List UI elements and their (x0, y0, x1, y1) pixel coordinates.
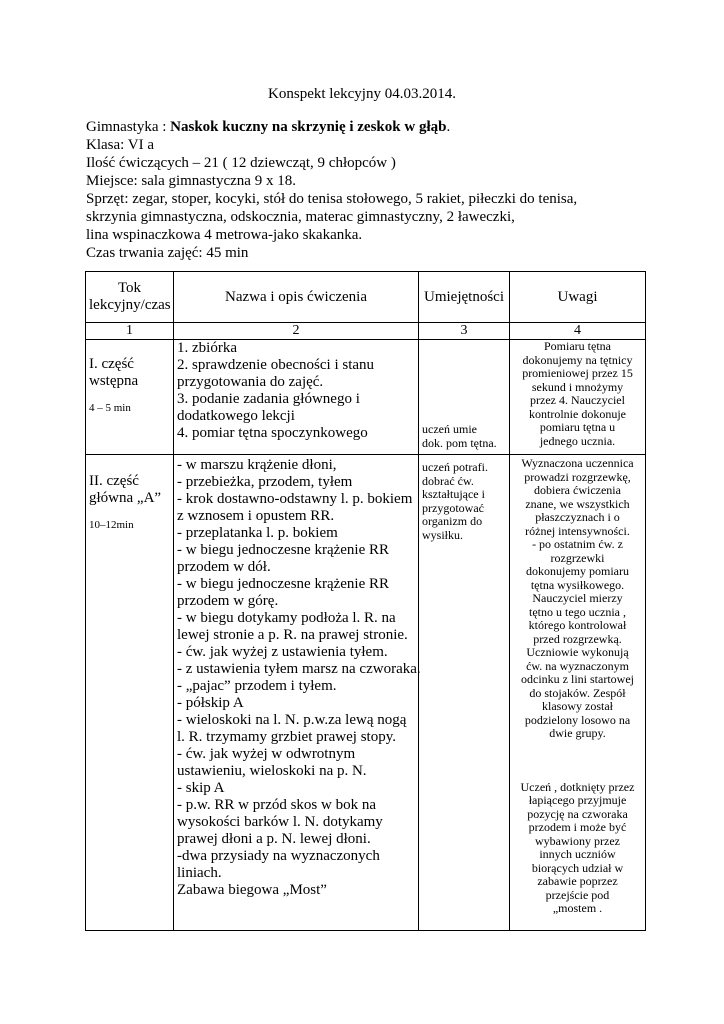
column-number: 4 (510, 323, 646, 340)
lesson-table (85, 271, 646, 931)
note-line: przodem i może być (528, 820, 627, 834)
exercise-line: Zabawa biegowa „Most” (177, 882, 327, 898)
exercise-line: wysokości barków l. N. dotykamy (177, 814, 383, 830)
exercise-line: - w biegu jednoczesne krążenie RR (177, 576, 389, 592)
part2-skills-cell (419, 455, 510, 931)
skill-line: dok. pom tętna. (422, 435, 497, 450)
table-row-part2 (86, 455, 646, 931)
subject-topic: Naskok kuczny na skrzynię i zeskok w głąb (170, 119, 447, 135)
note-line: ćw. na wyznaczonym (526, 658, 629, 673)
note-line: płaszczyznach i o (535, 510, 620, 524)
subject-suffix: . (446, 119, 451, 135)
table-header-row (86, 272, 646, 323)
note-line: rozgrzewki (550, 550, 605, 565)
note-line: pomiaru tętna u (539, 420, 616, 434)
subject-prefix: Gimnastyka : (86, 119, 171, 135)
note-line: Pomiaru tętna (544, 339, 611, 353)
exercise-line: 4. pomiar tętna spoczynkowego (177, 425, 368, 441)
part1-skills (422, 423, 506, 450)
header-notes: Uwagi (510, 272, 646, 323)
part2-notes-b (513, 781, 642, 916)
lesson-header (86, 118, 577, 262)
note-line: łapiącego przyjmuje (528, 793, 627, 807)
skill-line: uczeń potrafi. (422, 460, 488, 474)
part1-notes (513, 340, 642, 448)
part2-exercise-cell (174, 455, 419, 931)
part1-stage-cell (86, 340, 174, 455)
exercise-line: - p.w. RR w przód skos w bok na (177, 797, 377, 813)
column-number: 2 (174, 323, 419, 340)
note-line: tętna wysiłkowego. (530, 577, 625, 592)
subject-line (86, 118, 577, 136)
note-line: prowadzi rozgrzewkę, (524, 469, 631, 484)
class-line: Klasa: VI a (86, 137, 155, 153)
note-line: biorących udział w (531, 860, 624, 875)
exercise-line: przodem w dół. (177, 559, 271, 575)
note-line: „mostem . (552, 901, 603, 915)
exercise-line: 1. zbiórka (177, 340, 237, 356)
note-line: Wyznaczona uczennica (521, 456, 634, 470)
part2-skills (422, 461, 506, 542)
exercise-line: - wieloskoki na l. N. p.w.za lewą nogą (177, 712, 407, 728)
exercise-line: - półskip A (177, 695, 244, 711)
note-line: wybawiony przez (535, 833, 620, 848)
note-line: przez 4. Nauczyciel (530, 393, 625, 407)
exercise-line: dodatkowego lekcji (177, 408, 295, 424)
part2-notes-a (513, 457, 642, 741)
exercise-line: 3. podanie zadania głównego i (177, 391, 360, 407)
skill-line: uczeń umie (422, 422, 477, 436)
exercise-line: 2. sprawdzenie obecności i stanu (177, 357, 375, 373)
exercise-line: przygotowania do zajęć. (177, 374, 324, 390)
note-line: dobiera ćwiczenia (534, 483, 621, 497)
note-line: jednego ucznia. (539, 433, 616, 448)
exercise-line: przodem w górę. (177, 593, 279, 609)
exercise-line: z wznosem i opustem RR. (177, 508, 335, 524)
table-row-part1 (86, 340, 646, 455)
note-line: znane, we wszystkich (525, 496, 630, 511)
part1-name (89, 356, 170, 390)
exercise-line: - „pajac” przodem i tyłem. (177, 678, 337, 694)
skill-line: wysiłku. (422, 527, 464, 542)
equipment-line: lina wspinaczkowa 4 metrowa-jako skakanka. (86, 227, 363, 243)
skill-line: kształtujące i (422, 487, 485, 501)
column-number: 1 (86, 323, 174, 340)
exercise-line: ustawieniu, wieloskoki na p. N. (177, 763, 367, 779)
exercise-line: - w marszu krążenie dłoni, (177, 457, 337, 473)
note-line: pozycję na czworaka (527, 806, 628, 821)
part1-notes-cell (510, 340, 646, 455)
exercise-line: - w biegu dotykamy podłoża l. R. na (177, 610, 396, 626)
note-line: Uczniowie wykonują (526, 645, 629, 659)
part2-notes-cell (510, 455, 646, 931)
note-line: promieniowej przez 15 (522, 366, 633, 380)
part1-name-line: I. część (89, 356, 134, 372)
skill-line: przygotować (422, 500, 484, 515)
exercise-line: prawej dłoni a p. N. lewej dłoni. (177, 831, 371, 847)
equipment-line: skrzynia gimnastyczna, odskocznia, materac gimnastyczny, 2 ławeczki, (86, 209, 515, 225)
part2-stage-cell (86, 455, 174, 931)
part1-time: 4 – 5 min (89, 402, 131, 414)
exercise-line: lewej stronie a p. R. na prawej stronie. (177, 627, 408, 643)
note-line: dokonujemy pomiaru (526, 564, 629, 578)
exercise-line: - skip A (177, 780, 225, 796)
equipment-line: Sprzęt: zegar, stoper, kocyki, stół do tenisa stołowego, 5 rakiet, piłeczki do tenisa, (86, 191, 578, 207)
duration-line: Czas trwania zajęć: 45 min (86, 245, 249, 261)
part1-exercise-list (177, 340, 415, 442)
exercise-line: l. R. trzymamy grzbiet prawej stopy. (177, 729, 396, 745)
part2-name-line: II. część (89, 473, 139, 489)
place-line: Miejsce: sala gimnastyczna 9 x 18. (86, 173, 296, 189)
skill-line: dobrać ćw. (422, 473, 474, 488)
note-line: - po ostatnim ćw. z (532, 537, 623, 551)
note-line: odcinku z lini startowej (521, 672, 634, 686)
note-line: podzielony losowo na (524, 712, 631, 727)
header-stage: Tok lekcyjny/czas (86, 272, 174, 323)
part2-time: 10–12min (89, 519, 134, 531)
table-number-row (86, 323, 646, 340)
note-line: kontrolnie dokonuje (529, 406, 626, 421)
exercise-line: liniach. (177, 865, 222, 881)
part2-name-line: główna „A” (89, 490, 162, 506)
note-line: różnej intensywności. (525, 523, 630, 538)
skill-line: organizm do (422, 514, 483, 528)
note-line: klasowy został (542, 699, 613, 713)
note-line: przed rozgrzewką. (533, 631, 622, 646)
note-line: Uczeń , dotknięty przez (520, 779, 635, 794)
exercise-line: - przebieżka, przodem, tyłem (177, 474, 353, 490)
note-line: zabawie poprzez (537, 874, 618, 888)
part2-name (89, 473, 170, 507)
note-line: do stojaków. Zespół (529, 685, 626, 700)
note-line: dwie grupy. (549, 726, 606, 740)
note-line: dokonujemy na tętnicy (522, 352, 633, 367)
part1-name-line: wstępna (89, 373, 139, 389)
exercise-line: - ćw. jak wyżej z ustawienia tyłem. (177, 644, 388, 660)
note-line: sekund i mnożymy (531, 379, 624, 394)
exercise-line: - krok dostawno-odstawny l. p. bokiem (177, 491, 413, 507)
document-title: Konspekt lekcyjny 04.03.2014. (268, 86, 456, 102)
exercise-line: -dwa przysiady na wyznaczonych (177, 848, 380, 864)
part1-skills-cell (419, 340, 510, 455)
column-number: 3 (419, 323, 510, 340)
note-line: przejście pod (545, 887, 610, 902)
header-exercise: Nazwa i opis ćwiczenia (174, 272, 419, 323)
note-line: tętno u tego ucznia , (529, 604, 626, 619)
count-line: Ilość ćwiczących – 21 ( 12 dziewcząt, 9 chłopców ) (86, 155, 396, 171)
note-line: Nauczyciel mierzy (532, 591, 623, 605)
part2-exercise-list (177, 457, 421, 899)
exercise-line: - ćw. jak wyżej w odwrotnym (177, 746, 356, 762)
note-line: którego kontrolował (528, 618, 627, 632)
exercise-line: - z ustawienia tyłem marsz na czworaka. (177, 661, 421, 677)
exercise-line: - przeplatanka l. p. bokiem (177, 525, 338, 541)
exercise-line: - w biegu jednoczesne krążenie RR (177, 542, 389, 558)
note-line: innych uczniów (539, 847, 616, 861)
part1-exercise-cell (174, 340, 419, 455)
header-skills: Umiejętności (419, 272, 510, 323)
